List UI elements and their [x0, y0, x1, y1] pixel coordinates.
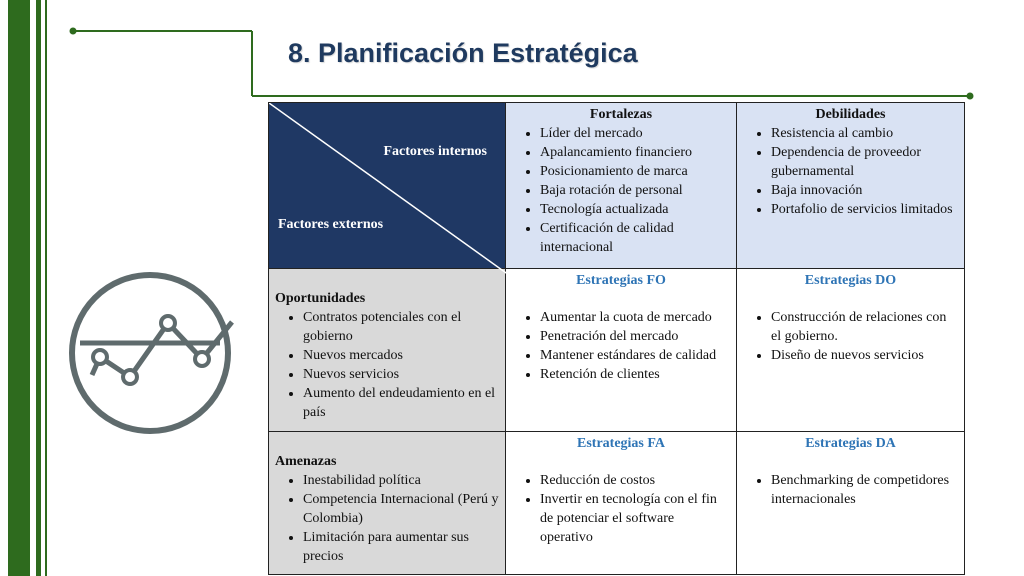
list-item: • Invertir en tecnología con el fin de potenciar el software operativo	[540, 490, 730, 547]
external-factors-label: Factores externos	[278, 217, 384, 232]
list-item: • Retención de clientes	[540, 365, 730, 384]
list-item: • Nuevos mercados	[303, 346, 499, 365]
list-item: • Resistencia al cambio	[771, 124, 958, 143]
swot-matrix	[268, 102, 964, 574]
list-item: • Tecnología actualizada	[540, 200, 730, 219]
list-item: • Baja innovación	[771, 181, 958, 200]
opportunities-title: Oportunidades	[275, 291, 366, 306]
strengths-cell	[506, 103, 737, 269]
list-item: • Aumento del endeudamiento en el país	[303, 384, 499, 422]
fo-strategies-title: Estrategias FO	[576, 273, 666, 288]
list-item: • Baja rotación de personal	[540, 181, 730, 200]
list-item: • Reducción de costos	[540, 471, 730, 490]
threats-cell	[269, 432, 506, 575]
list-item: • Mantener estándares de calidad	[540, 346, 730, 365]
list-item: • Líder del mercado	[540, 124, 730, 143]
da-strategies-cell	[737, 432, 965, 575]
list-item: • Aumentar la cuota de mercado	[540, 308, 730, 327]
fa-strategies-title: Estrategias FA	[577, 436, 665, 451]
list-item: • Limitación para aumentar sus precios	[303, 528, 499, 566]
diagonal-divider	[269, 103, 509, 275]
do-strategies-cell	[737, 269, 965, 432]
fo-strategies-cell	[506, 269, 737, 432]
list-item: • Construcción de relaciones con el gobierno.	[771, 308, 958, 346]
opportunities-cell	[269, 269, 506, 432]
list-item: • Competencia Internacional (Perú y Colombia)	[303, 490, 499, 528]
strengths-title: Fortalezas	[589, 107, 653, 122]
list-item: • Inestabilidad política	[303, 471, 499, 490]
list-item: • Benchmarking de competidores internacionales	[771, 471, 958, 509]
da-strategies-title: Estrategias DA	[805, 436, 896, 451]
list-item: • Dependencia de proveedor gubernamental	[771, 143, 958, 181]
list-item: • Diseño de nuevos servicios	[771, 346, 958, 365]
list-item: • Portafolio de servicios limitados	[771, 200, 958, 219]
internal-factors-label: Factores internos	[383, 144, 487, 159]
list-item: • Apalancamiento financiero	[540, 143, 730, 162]
do-strategies-title: Estrategias DO	[804, 273, 897, 288]
list-item: • Certificación de calidad internacional	[540, 219, 730, 257]
list-item: • Penetración del mercado	[540, 327, 730, 346]
weaknesses-title: Debilidades	[815, 107, 886, 122]
weaknesses-cell	[737, 103, 965, 269]
fa-strategies-cell	[506, 432, 737, 575]
list-item: • Nuevos servicios	[303, 365, 499, 384]
line-chart-circle-icon	[0, 0, 260, 576]
list-item: • Posicionamiento de marca	[540, 162, 730, 181]
corner-cell	[269, 103, 506, 269]
threats-title: Amenazas	[275, 454, 337, 469]
page-title: 8. Planificación Estratégica	[288, 38, 638, 68]
list-item: • Contratos potenciales con el gobierno	[303, 308, 499, 346]
